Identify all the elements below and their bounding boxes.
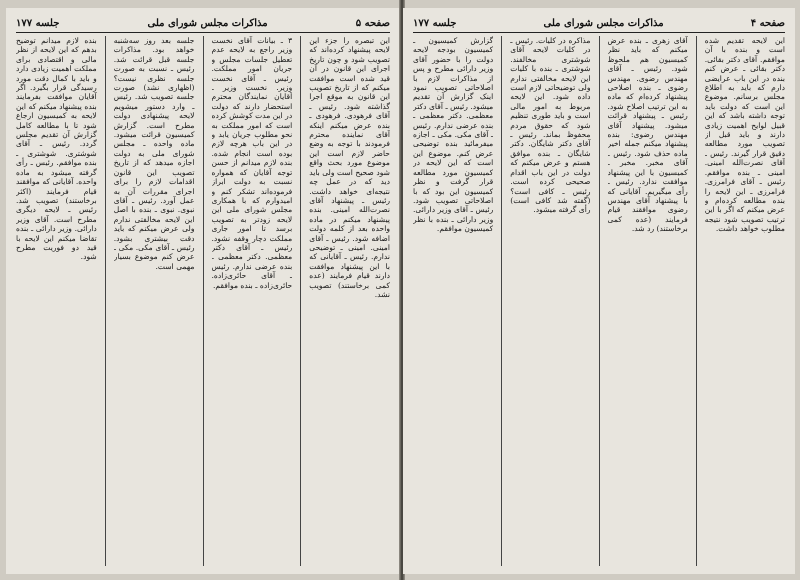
left-page-title: مذاکرات مجلس شورای ملی (147, 17, 268, 29)
right-column-4-text: گزارش کمیسیون ـ کمیسیون بودجه لایحه دولت را با حضور آقای وزیر دارائی مطرح و پس از مذاکرات لازم با اصلاحاتی تصویب نمود اینک گزارش آن تقدیم میشود. رئیس ـ آقای دکتر معظمی. دکتر معظمی ـ بنده عرضی ندارم. رئیس ـ آقای مکی. مکی ـ اجازه میفرمائید بنده توضیحی عرض کنم. موضوع این است که این لایحه در کمیسیون مورد مطالعه قرار گرفت و نظر کمیسیون این بود که با اصلاحاتی تصویب شود. رئیس ـ آقای وزیر دارائی. وزیر دارائی ـ بنده با نظر کمیسیون موافقم. (413, 36, 494, 234)
right-page-columns (413, 36, 785, 566)
right-page-number: صفحه ۴ (750, 17, 785, 29)
column-divider (203, 36, 204, 566)
column-divider (105, 36, 106, 566)
left-page-session: جلسه ۱۷۷ (16, 17, 60, 29)
right-page-header (413, 14, 785, 33)
column-divider (300, 36, 301, 566)
left-page-number: صفحه ۵ (355, 17, 390, 29)
left-column-4-text: بنده لازم میدانم توضیح بدهم که این لایحه از نظر مالی و اقتصادی برای مملکت اهمیت زیادی دارد و باید با کمال دقت مورد رسیدگی قرار بگیرد. اگر آقایان موافقت بفرمایند بنده پیشنهاد میکنم که این لایحه به کمیسیون ارجاع شود تا با مطالعه کامل گزارش آن تقدیم مجلس گردد. رئیس ـ آقای شوشتری. شوشتری ـ بنده موافقم. رئیس ـ رأی گرفته میشود به ماده واحده. آقایانی که موافقند قیام فرمایند (اکثر برخاستند) تصویب شد. رئیس ـ لایحه دیگری مطرح است. آقای وزیر دارائی. وزیر دارائی ـ بنده تقاضا میکنم این لایحه با قید دو فوریت مطرح شود. (16, 36, 97, 262)
left-page-columns (16, 36, 390, 566)
left-page-header (16, 14, 390, 33)
right-column-2 (608, 36, 688, 566)
left-column-2 (212, 36, 293, 566)
column-divider (696, 36, 697, 566)
right-column-4 (413, 36, 493, 566)
right-column-3 (510, 36, 590, 566)
left-page (6, 8, 400, 574)
left-column-3-text: جلسه بعد روز سه‌شنبه خواهد بود. مذاکرات جلسه قبل قرائت شد. رئیس ـ نسبت به صورت جلسه نظری نیست؟ (اظهاری نشد) صورت جلسه تصویب شد. رئیس ـ وارد دستور میشویم لایحه پیشنهادی دولت مطرح است. گزارش کمیسیون قرائت میشود. ماده واحده ـ مجلس شورای ملی به دولت اجازه میدهد که از تاریخ تصویب این قانون اقدامات لازم را برای اجرای مقررات آن به عمل آورد. رئیس ـ آقای نبوی. نبوی ـ بنده با اصل این لایحه مخالفتی ندارم ولی عرض میکنم که باید دقت بیشتری بشود. رئیس ـ آقای مکی. مکی ـ عرض کنم موضوع بسیار مهمی است. (113, 36, 195, 271)
left-column-1 (309, 36, 390, 566)
left-column-4 (16, 36, 97, 566)
right-column-1-text: این لایحه تقدیم شده است و بنده با آن موافقم. آقای دکتر بقائی. دکتر بقائی ـ عرض کنم بنده در این باب عرایضی دارم که باید به اطلاع مجلس برسانم. موضوع این است که دولت باید توجه داشته باشد که این قبیل لوایح اهمیت زیادی دارند و باید قبل از تصویب مورد مطالعه دقیق قرار گیرند. رئیس ـ آقای نصرت‌الله امینی. امینی ـ بنده موافقم. رئیس ـ آقای فرامرزی. فرامرزی ـ این لایحه را بنده مطالعه کرده‌ام و عرض میکنم که اگر با این ترتیب تصویب شود نتیجه مطلوب خواهد داشت. (704, 36, 785, 234)
left-column-2-text: ۳ ـ بیانات آقای نخست وزیر راجع به لایحه عدم تعطیل جلسات مجلس و جریان امور مملکت. رئیس ـ آقای نخست وزیر. نخست وزیر ـ آقایان نمایندگان محترم استحضار دارند که دولت در این مدت کوشش کرده است که امور مملکت به نحو مطلوب جریان یابد و در این باب هرچه لازم بوده است انجام شده. بنده لازم میدانم از حسن توجه آقایان که همواره نسبت به دولت ابراز فرموده‌اند تشکر کنم و امیدوارم که با همکاری مجلس شورای ملی این لایحه زودتر به تصویب برسد تا امور جاری مملکت دچار وقفه نشود. رئیس ـ آقای دکتر معظمی. دکتر معظمی ـ بنده عرضی ندارم. رئیس ـ آقای حائری‌زاده. حائری‌زاده ـ بنده موافقم. (211, 36, 293, 290)
column-divider (501, 36, 502, 566)
column-divider (599, 36, 600, 566)
right-page-title: مذاکرات مجلس شورای ملی (543, 17, 664, 29)
right-page-session: جلسه ۱۷۷ (413, 17, 457, 29)
right-column-2-text: آقای زهری ـ بنده عرض میکنم که باید نظر کمیسیون هم ملحوظ شود. رئیس ـ آقای مهندس رضوی. مهندس رضوی ـ بنده اصلاحی پیشنهاد کرده‌ام که ماده به این ترتیب اصلاح شود. رئیس ـ پیشنهاد قرائت میشود. پیشنهاد آقای مهندس رضوی: بنده پیشنهاد میکنم جمله اخیر ماده حذف شود. رئیس ـ آقای مخبر. مخبر ـ کمیسیون با این پیشنهاد موافقت ندارد. رئیس ـ رأی میگیریم. آقایانی که با پیشنهاد آقای مهندس رضوی موافقند قیام فرمایند (عده کمی برخاستند) رد شد. (607, 36, 688, 234)
left-column-1-text: این تبصره را جزء این لایحه پیشنهاد کرده‌اند که تصویب شود و چون تاریخ اجرای این قانون در آن قید شده است موافقت میکنم که از تاریخ تصویب این قانون به موقع اجرا گذاشته شود. رئیس ـ آقای فرهودی. فرهودی ـ بنده عرض میکنم اینکه آقای نماینده محترم فرمودند با توجه به وضع حاضر لازم است این موضوع مورد بحث واقع شود صحیح است ولی باید دید که در عمل چه نتیجه‌ای خواهد داشت. رئیس ـ پیشنهاد آقای نصرت‌الله امینی. بنده پیشنهاد میکنم در ماده واحده بعد از کلمه دولت اضافه شود. رئیس ـ آقای امینی. امینی ـ توضیحی ندارم. رئیس ـ آقایانی که با این پیشنهاد موافقت دارند قیام فرمایند (عده کمی برخاستند) تصویب نشد. (309, 36, 390, 299)
left-column-3 (114, 36, 195, 566)
right-page (403, 8, 795, 574)
right-column-1 (705, 36, 785, 566)
right-column-3-text: مذاکره در کلیات. رئیس ـ در کلیات لایحه آقای شوشتری مخالفند. شوشتری ـ بنده با کلیات این لایحه مخالفتی ندارم ولی توضیحاتی لازم است داده شود. این لایحه مربوط به امور مالی است و باید طوری تنظیم شود که حقوق مردم محفوظ بماند. رئیس ـ آقای دکتر شایگان. دکتر شایگان ـ بنده موافق هستم و عرض میکنم که دولت در این باب اقدام صحیحی کرده است. رئیس ـ کافی است؟ (گفته شد کافی است) رأی گرفته میشود. (510, 36, 591, 215)
